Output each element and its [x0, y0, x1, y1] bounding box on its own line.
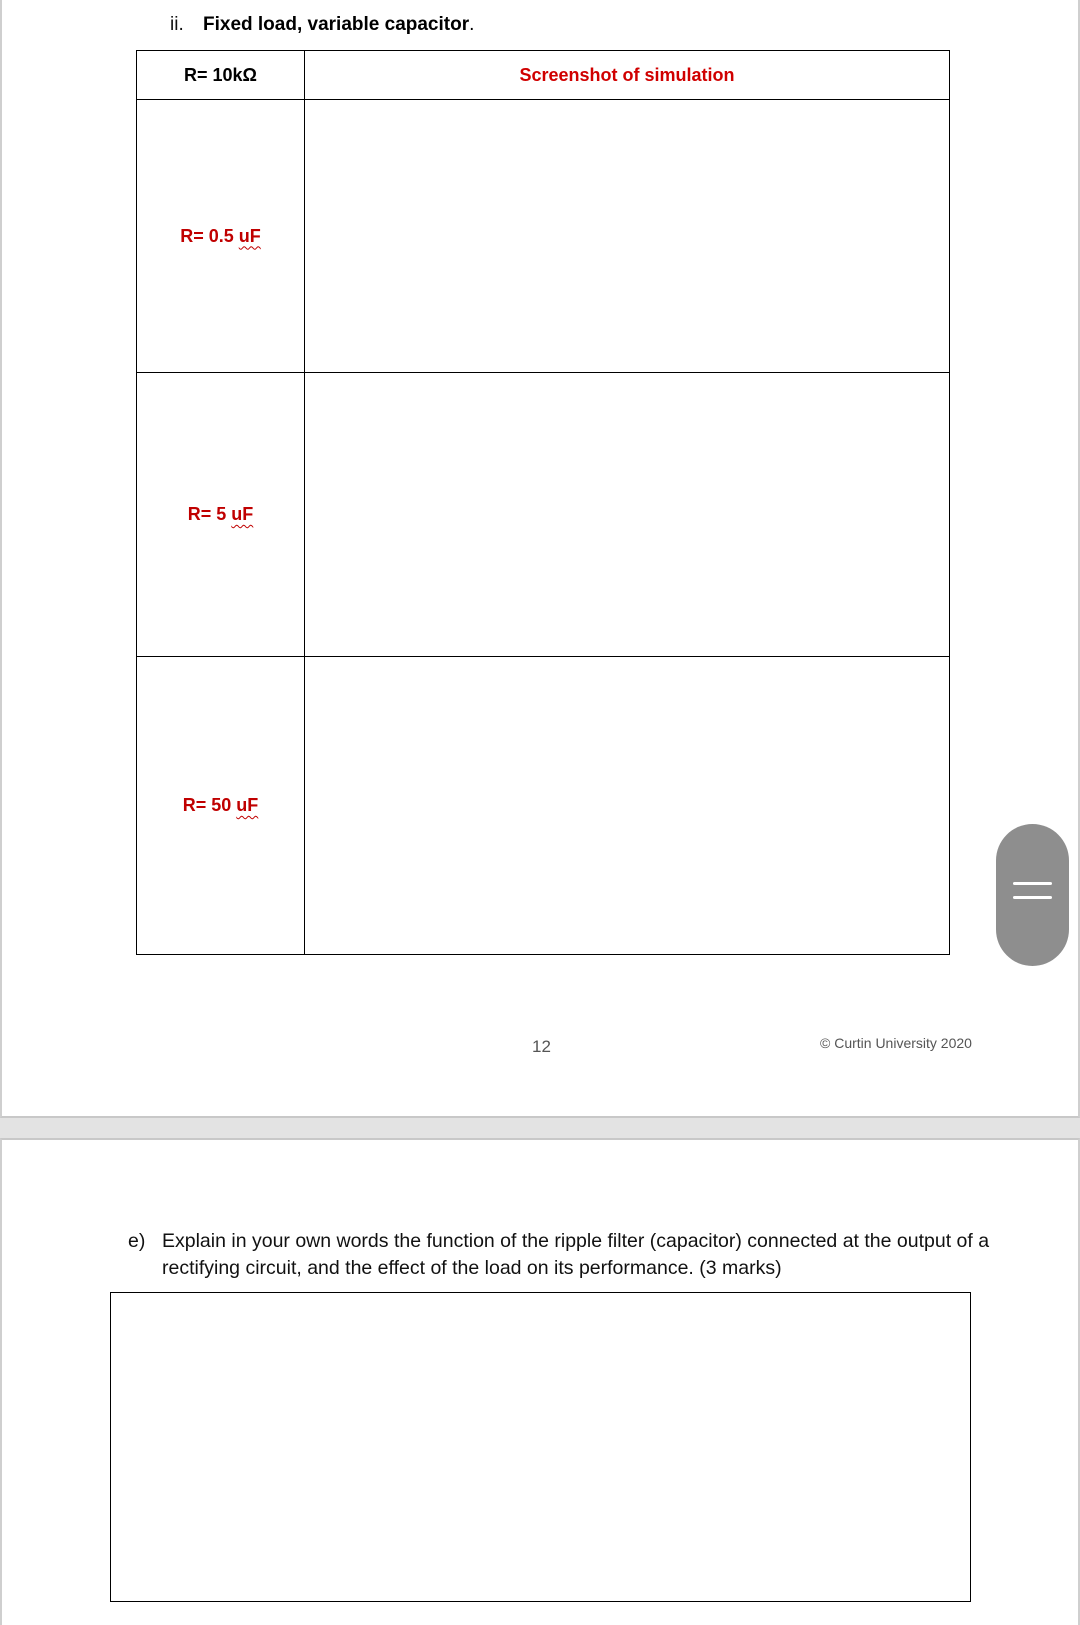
- drag-handle-icon[interactable]: [996, 824, 1069, 966]
- screenshot-cell[interactable]: [305, 100, 950, 373]
- screenshot-cell[interactable]: [305, 657, 950, 955]
- section-title-period: .: [469, 14, 475, 35]
- copyright-notice: © Curtin University 2020: [820, 1035, 972, 1051]
- table-header-row: [137, 51, 950, 100]
- section-number: ii.: [170, 14, 184, 35]
- question-text: Explain in your own words the function of the ripple filter (capacitor) connected at the output of a rectifying circuit, and the effect of the load on its performance. (3 marks): [162, 1230, 990, 1279]
- simulation-table: [136, 50, 950, 955]
- table-row: [137, 100, 950, 373]
- capacitor-label: [183, 795, 259, 815]
- handle-grip-line: [1013, 896, 1052, 899]
- capacitor-value: R= 5: [187, 504, 232, 524]
- screenshot-cell[interactable]: [305, 373, 950, 657]
- question-letter: e): [128, 1230, 146, 1252]
- capacitor-label: [180, 226, 261, 246]
- capacitor-label-cell: [137, 373, 305, 657]
- table-row: [137, 373, 950, 657]
- question-e: [128, 1228, 1008, 1282]
- capacitor-unit: uF: [236, 795, 259, 815]
- capacitor-label-cell: [137, 657, 305, 955]
- capacitor-label-cell: [137, 100, 305, 373]
- capacitor-value: R= 0.5: [180, 225, 239, 246]
- load-resistance-header: R= 10kΩ: [137, 51, 305, 100]
- page-number: 12: [532, 1037, 551, 1056]
- section-title: Fixed load, variable capacitor: [203, 14, 470, 35]
- capacitor-label: [188, 504, 254, 524]
- capacitor-unit: uF: [238, 225, 261, 246]
- handle-grip-line: [1013, 882, 1052, 885]
- capacitor-unit: uF: [231, 504, 254, 524]
- section-heading: [170, 14, 474, 36]
- capacitor-value: R= 50: [182, 795, 237, 815]
- answer-box[interactable]: [110, 1292, 971, 1602]
- screenshot-column-header: Screenshot of simulation: [305, 51, 950, 100]
- table-row: [137, 657, 950, 955]
